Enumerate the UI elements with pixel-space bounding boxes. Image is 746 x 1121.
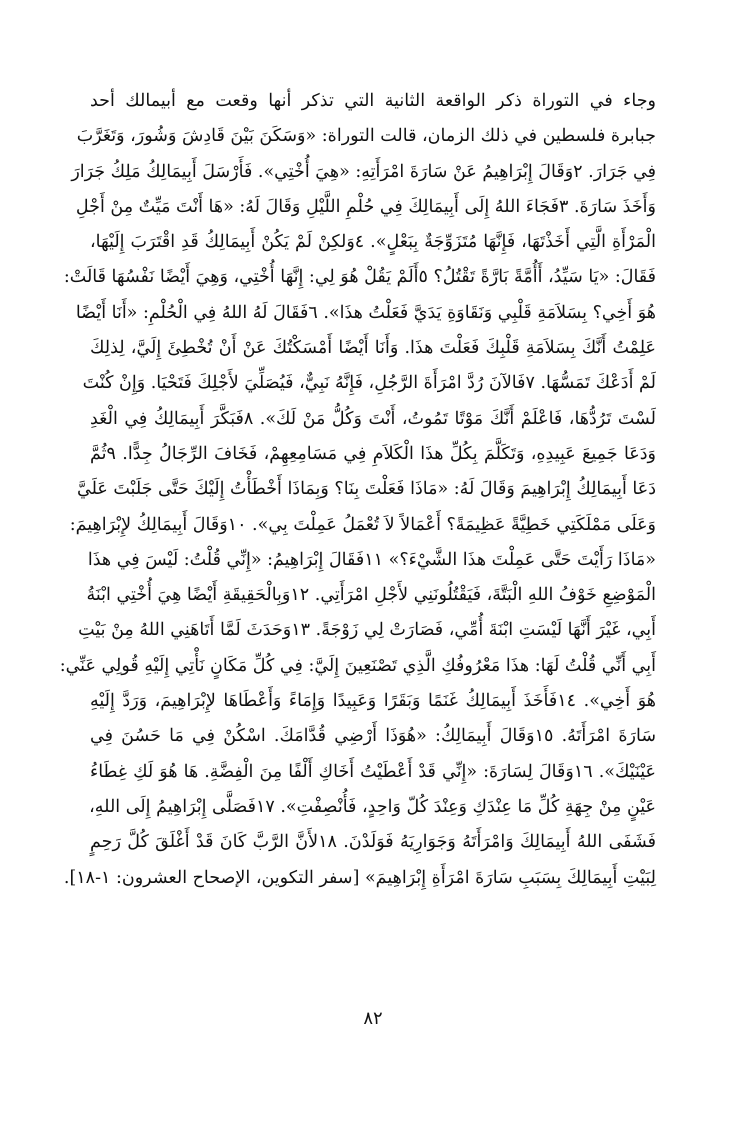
text-line: جبابرة فلسطين في ذلك الزمان، قالت التوراة: «وَسَكَنَ بَيْنَ قَادِشَ وَشُورَ، وَتَغَرَّبَ: [76, 126, 656, 147]
text-line: فَشَفَى اللهُ أَبِيمَالِكَ وَامْرَأَتَهُ وَجَوَارِيَهُ فَوَلَدْنَ. ١٨لأَنَّ الرَّبَّ كَانَ قَدْ أَغْلَقَ كُلَّ رَحِمٍ: [90, 832, 656, 853]
text-line: عَيْنَيْكَ». ١٦وَقَالَ لِسَارَةَ: «إِنِّي قَدْ أَعْطَيْتُ أَخَاكِ أَلْفًا مِنَ الْفِضَّةِ. هَا هُوَ لَكِ غِطَاءُ: [90, 761, 656, 782]
text-line: فِي جَرَارَ. ٢وَقَالَ إِبْرَاهِيمُ عَنْ سَارَةَ امْرَأَتِهِ: «هِيَ أُخْتِي». فَأَرْسَلَ أَبِيمَالِكُ مَلِكُ جَرَارَ: [71, 161, 656, 182]
text-line: هُوَ أَخِي؟ بِسَلاَمَةِ قَلْبِي وَنَقَاوَةِ يَدَيَّ فَعَلْتُ هذَا». ٦فَقَالَ لَهُ اللهُ فِي الْحُلْمِ: «أَنَا أَيْضًا: [75, 302, 656, 323]
text-line: الْمَوْضِعِ خَوْفُ اللهِ الْبَتَّةَ، فَيَقْتُلُونَنِي لأَجْلِ امْرَأَتِي. ١٢وَبِالْحَقِيقَةِ أَيْضًا هِيَ أُخْتِي ابْنَةُ: [86, 585, 656, 606]
text-line: لِبَيْتِ أَبِيمَالِكَ بِسَبَبِ سَارَةَ امْرَأَةِ إِبْرَاهِيمَ» [سفر التكوين، الإصحاح العشرون: ١-١٨].: [63, 867, 656, 888]
text-line: عَيْنٍ مِنْ جِهَةِ كُلِّ مَا عِنْدَكِ وَعِنْدَ كُلّ وَاحِدٍ، فَأُنْصِفْتِ». ١٧فَصَلَّى إِبْرَاهِيمُ إِلَى اللهِ،: [89, 796, 656, 817]
text-line: أَبِي أَنِّي قُلْتُ لَهَا: هذَا مَعْرُوفُكِ الَّذِي تَصْنَعِينَ إِلَيَّ: فِي كُلِّ مَكَانٍ نَأْتِي إِلَيْهِ قُولِي عَنِّي:: [59, 655, 656, 676]
body-text: [59, 84, 656, 896]
text-line: لَمْ أَدَعْكَ تَمَسُّهَا. ٧فَالآنَ رُدَّ امْرَأَةَ الرَّجُلِ، فَإِنَّهُ نَبِيٌّ، فَيُصَلِّيَ لأَجْلِكَ فَتَحْيَا. وَإِنْ كُنْتَ: [82, 373, 656, 394]
text-line: وجاء في التوراة ذكر الواقعة الثانية التي تذكر أنها وقعت مع أبيمالك أحد: [90, 91, 656, 111]
text-line: وَدَعَا جَمِيعَ عَبِيدِهِ، وَتَكَلَّمَ بِكُلِّ هذَا الْكَلاَمِ فِي مَسَامِعِهِمْ، فَخَافَ الرِّجَالُ جِدًّا. ٩ثُمَّ: [90, 443, 656, 464]
text-line: لَسْتَ تَرُدُّهَا، فَاعْلَمْ أَنَّكَ مَوْتًا تَمُوتُ، أَنْتَ وَكُلُّ مَنْ لَكَ». ٨فَبَكَّرَ أَبِيمَالِكُ فِي الْغَدِ: [90, 408, 656, 429]
text-line: عَلِمْتُ أَنَّكَ بِسَلاَمَةِ قَلْبِكَ فَعَلْتَ هذَا. وَأَنَا أَيْضًا أَمْسَكْتُكَ عَنْ أَنْ تُخْطِئَ إِلَيَّ، لِذلِكَ: [90, 338, 656, 359]
text-line: أَبِي، غَيْرَ أَنَّهَا لَيْسَتِ ابْنَةَ أُمِّي، فَصَارَتْ لِي زَوْجَةً. ١٣وَحَدَثَ لَمَّا أَتَاهَنِي اللهُ مِنْ بَيْتِ: [78, 620, 656, 641]
text-line: سَارَةَ امْرَأَتَهُ. ١٥وَقَالَ أَبِيمَالِكُ: «هُوَذَا أَرْضِي قُدَّامَكَ. اسْكُنْ فِي مَا حَسُنَ فِي: [90, 726, 656, 747]
text-line: فَقَالَ: «يَا سَيِّدُ، أَأُمَّةً بَارَّةً تَقْتُلُ؟ ٥أَلَمْ يَقُلْ هُوَ لِي: إِنَّهَا أُخْتِي، وَهِيَ أَيْضًا نَفْسُهَا قَالَتْ:: [63, 267, 656, 288]
text-line: وَعَلَى مَمْلَكَتِي خَطِيَّةً عَظِيمَةً؟ أَعْمَالاً لاَ تُعْمَلُ عَمِلْتَ بِي». ١٠وَقَالَ أَبِيمَالِكُ لإِبْرَاهِيمَ:: [69, 514, 656, 535]
text-line: الْمَرْأَةِ الَّتِي أَخَذْتَهَا، فَإِنَّهَا مُتَزَوِّجَةٌ بِبَعْلٍ». ٤وَلكِنْ لَمْ يَكُنْ أَبِيمَالِكُ قَدِ اقْتَرَبَ إِلَيْهَا،: [90, 232, 656, 253]
page-number: ٨٢: [363, 1008, 383, 1029]
text-line: «مَاذَا رَأَيْتَ حَتَّى عَمِلْتَ هذَا الشَّيْءَ؟» ١١فَقَالَ إِبْرَاهِيمُ: «إِنِّي قُلْتُ: لَيْسَ فِي هذَا: [87, 549, 656, 570]
text-line: هُوَ أَخِي». ١٤فَأَخَذَ أَبِيمَالِكُ غَنَمًا وَبَقَرًا وَعَبِيدًا وَإِمَاءً وَأَعْطَاهَا لإِبْرَاهِيمَ، وَرَدَّ إِلَيْهِ: [90, 691, 656, 712]
text-line: وَأَخَذَ سَارَةَ. ٣فَجَاءَ اللهُ إِلَى أَبِيمَالِكَ فِي حُلْمِ اللَّيْلِ وَقَالَ لَهُ: «هَا أَنْتَ مَيِّتٌ مِنْ أَجْلِ: [75, 196, 656, 217]
text-line: دَعَا أَبِيمَالِكُ إِبْرَاهِيمَ وَقَالَ لَهُ: «مَاذَا فَعَلْتَ بِنَا؟ وَبِمَاذَا أَخْطَأْتُ إِلَيْكَ حَتَّى جَلَبْتَ عَلَيَّ: [76, 479, 656, 500]
